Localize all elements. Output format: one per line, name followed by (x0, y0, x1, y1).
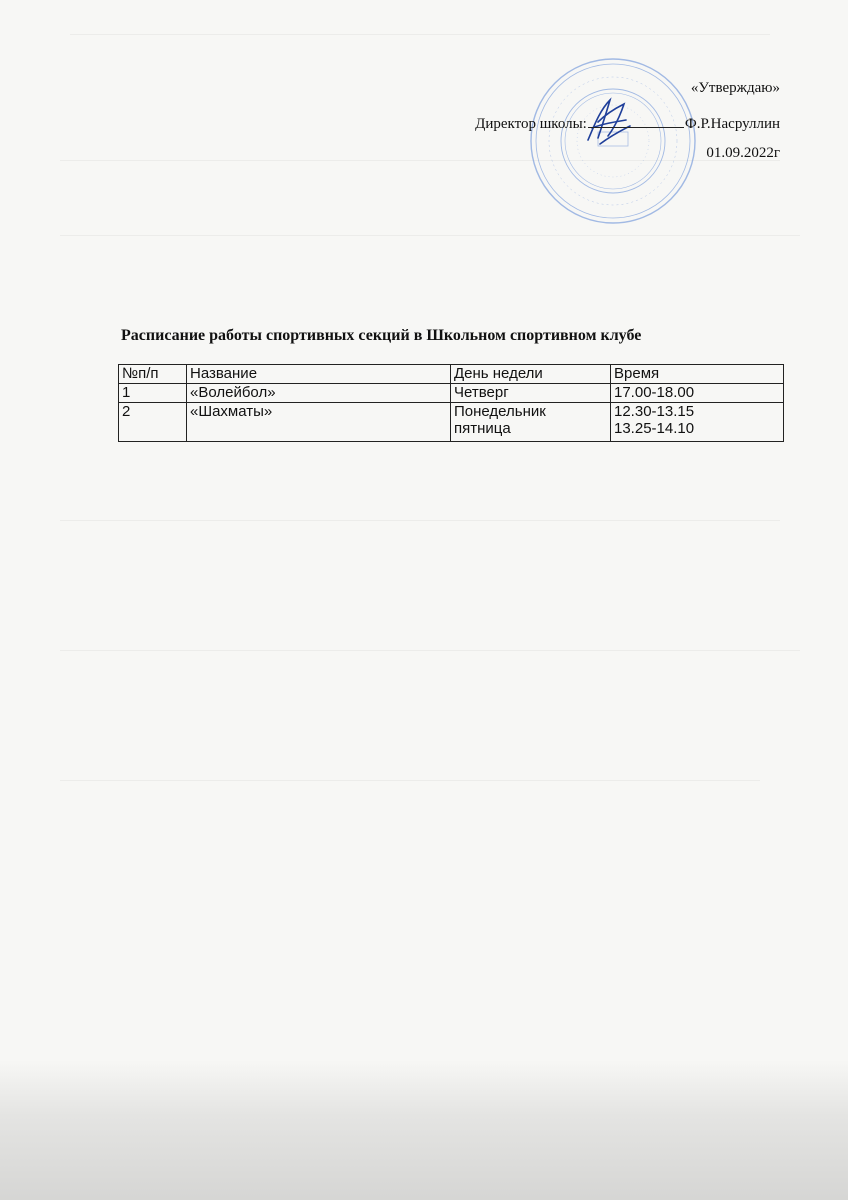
table-row (119, 384, 784, 403)
row-day-line: Понедельник (454, 403, 546, 420)
row-time: 17.00-18.00 (611, 384, 784, 403)
row-day (451, 403, 611, 442)
row-day-line: пятница (454, 420, 511, 437)
row-day: Четверг (451, 384, 611, 403)
approval-date: 01.09.2022г (706, 145, 780, 161)
header-name: Название (187, 365, 451, 384)
row-time-line: 13.25-14.10 (614, 420, 695, 437)
schedule-table (118, 364, 784, 442)
scan-artifact (60, 780, 760, 781)
row-name: «Шахматы» (187, 403, 451, 442)
row-time (611, 403, 784, 442)
scan-artifact (60, 235, 800, 236)
approval-heading: «Утверждаю» (690, 80, 780, 96)
director-label: Директор школы: (475, 116, 587, 132)
scan-shadow (0, 1060, 848, 1200)
scan-artifact (70, 34, 770, 35)
director-line (475, 115, 780, 133)
director-name: Ф.Р.Насруллин (684, 116, 780, 132)
row-time-line: 12.30-13.15 (614, 403, 695, 420)
row-name: «Волейбол» (187, 384, 451, 403)
row-number: 1 (119, 384, 187, 403)
document-title: Расписание работы спортивных секций в Школьном спортивном клубе (121, 327, 642, 344)
scan-artifact (60, 520, 780, 521)
table-header-row (119, 365, 784, 384)
header-day: День недели (451, 365, 611, 384)
row-number: 2 (119, 403, 187, 442)
table-row (119, 403, 784, 442)
header-number: №п/п (119, 365, 187, 384)
header-time: Время (611, 365, 784, 384)
signature-line (588, 115, 684, 128)
scan-artifact (60, 650, 800, 651)
